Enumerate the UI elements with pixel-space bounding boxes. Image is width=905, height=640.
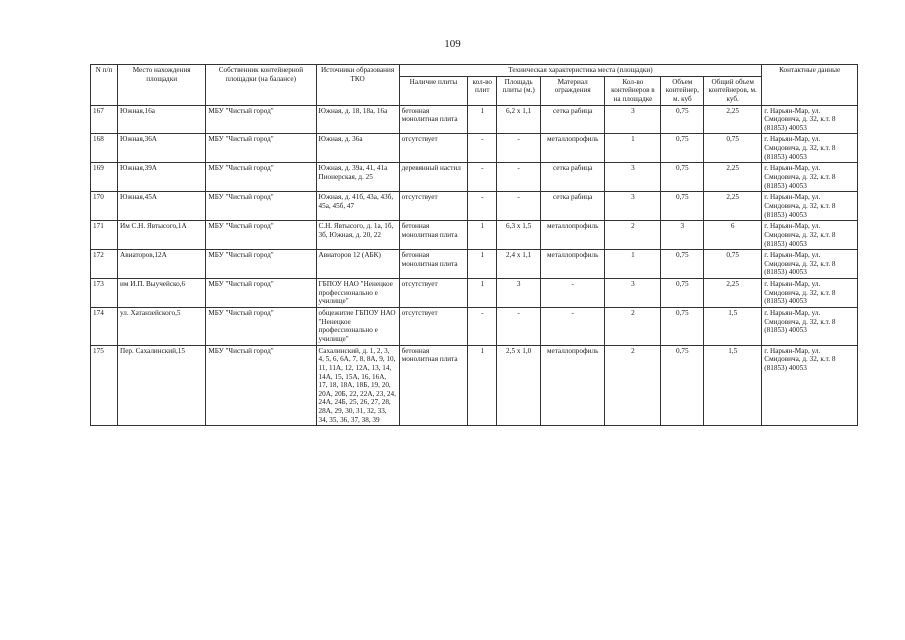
cell-fence: металлопрофиль [540,134,604,163]
cell-slab-area: 6,2 x 1,1 [497,105,541,134]
cell-contacts: г. Нарьян-Мар, ул. Смидовича, д. 32, к.т. 8 (81853) 40053 [762,221,858,250]
cell-total: 1,5 [704,345,762,426]
cell-place: им И.П. Выучейско,6 [118,279,206,308]
cell-sources: Сахалинский, д. 1, 2, 3, 4, 5, 6, 6А, 7, 8, 8А, 9, 10, 11, 11А, 12, 12А, 13, 14, 14А, 15, 15А, 16, 16А, 17, 18, 18А, 18Б, 19, 20, 20А, 20Б, 22, 22А, 23, 24, 24А, 24Б, 25, 26, 27, 28, 28А, 29, 30, 31, 32, 33, 34, 35, 36, 37, 38, 39 [316,345,399,426]
cell-sources: Авиаторов 12 (АБК) [316,250,399,279]
cell-slab: бетонная монолитная плита [399,250,468,279]
cell-sources: Южная, д. 36а [316,134,399,163]
cell-slab: отсутствует [399,308,468,346]
cell-num: 171 [91,221,118,250]
col-header-owner: Собственник контейнерной площадки (на балансе) [206,65,316,106]
cell-total: 2,25 [704,279,762,308]
table-row [91,279,858,308]
page-number: 109 [444,38,461,50]
cell-sources: Южная, д. 41б, 43а, 43б, 45а, 45б, 47 [316,192,399,221]
cell-owner: МБУ "Чистый город" [206,250,316,279]
cell-contacts: г. Нарьян-Мар, ул. Смидовича, д. 32, к.т. 8 (81853) 40053 [762,134,858,163]
cell-slab: деревянный настил [399,163,468,192]
col-header-contacts: Контактные данные [762,65,858,106]
cell-contacts: г. Нарьян-Мар, ул. Смидовича, д. 32, к.т. 8 (81853) 40053 [762,163,858,192]
cell-num: 173 [91,279,118,308]
cell-owner: МБУ "Чистый город" [206,163,316,192]
cell-slab-area: 3 [497,279,541,308]
cell-place: Им С.Н. Явтысого,1А [118,221,206,250]
cell-total: 0,75 [704,250,762,279]
cell-slab-count: - [468,163,497,192]
cell-containers: 3 [605,192,661,221]
table-row [91,105,858,134]
cell-place: ул. Хатанзейского,5 [118,308,206,346]
col-header-tech: Техническая характеристика места (площадки) [399,65,762,77]
cell-slab-area: 6,3 x 1,5 [497,221,541,250]
cell-fence: сетка рабица [540,163,604,192]
cell-containers: 3 [605,279,661,308]
cell-num: 169 [91,163,118,192]
cell-volume: 0,75 [661,279,704,308]
cell-total: 2,25 [704,192,762,221]
cell-slab-count: - [468,134,497,163]
cell-place: Южная,39А [118,163,206,192]
cell-contacts: г. Нарьян-Мар, ул. Смидовича, д. 32, к.т. 8 (81853) 40053 [762,192,858,221]
cell-volume: 3 [661,221,704,250]
cell-volume: 0,75 [661,308,704,346]
cell-slab-count: 1 [468,345,497,426]
cell-slab-area: - [497,163,541,192]
cell-place: Южная,16а [118,105,206,134]
cell-slab-area: 2,5 x 1,0 [497,345,541,426]
col-header-slab-area: Площадь плиты (м.) [497,76,541,105]
table-row [91,134,858,163]
cell-num: 172 [91,250,118,279]
cell-owner: МБУ "Чистый город" [206,279,316,308]
cell-contacts: г. Нарьян-Мар, ул. Смидовича, д. 32, к.т. 8 (81853) 40053 [762,345,858,426]
cell-sources: Южная, д. 39а, 41, 41а Пионерская, д. 25 [316,163,399,192]
cell-fence: металлопрофиль [540,345,604,426]
cell-slab: бетонная монолитная плита [399,221,468,250]
cell-owner: МБУ "Чистый город" [206,105,316,134]
cell-owner: МБУ "Чистый город" [206,345,316,426]
col-header-slab: Наличие плиты [399,76,468,105]
cell-containers: 3 [605,163,661,192]
cell-slab-count: - [468,308,497,346]
cell-sources: Южная, д. 18, 18а, 16а [316,105,399,134]
table-row [91,163,858,192]
cell-fence: металлопрофиль [540,250,604,279]
cell-volume: 0,75 [661,134,704,163]
cell-fence: - [540,308,604,346]
cell-slab: отсутствует [399,279,468,308]
table-row [91,221,858,250]
cell-total: 2,25 [704,163,762,192]
cell-volume: 0,75 [661,105,704,134]
cell-place: Авиаторов,12А [118,250,206,279]
cell-owner: МБУ "Чистый город" [206,221,316,250]
col-header-num: N п/п [91,65,118,106]
cell-slab: отсутствует [399,134,468,163]
col-header-sources: Источники образования ТКО [316,65,399,106]
cell-volume: 0,75 [661,163,704,192]
cell-containers: 2 [605,345,661,426]
cell-volume: 0,75 [661,250,704,279]
cell-sources: ГБПОУ НАО "Ненецкое профессионально е училище" [316,279,399,308]
cell-slab: отсутствует [399,192,468,221]
cell-slab-count: 1 [468,279,497,308]
cell-contacts: г. Нарьян-Мар, ул. Смидовича, д. 32, к.т. 8 (81853) 40053 [762,308,858,346]
cell-slab: бетонная монолитная плита [399,105,468,134]
cell-fence: металлопрофиль [540,221,604,250]
cell-slab-count: 1 [468,221,497,250]
col-header-place: Место нахождения площадки [118,65,206,106]
cell-slab-count: 1 [468,250,497,279]
cell-owner: МБУ "Чистый город" [206,192,316,221]
cell-num: 167 [91,105,118,134]
cell-total: 0,75 [704,134,762,163]
cell-place: Пер. Сахалинский,15 [118,345,206,426]
cell-slab-area: - [497,134,541,163]
cell-num: 170 [91,192,118,221]
cell-contacts: г. Нарьян-Мар, ул. Смидовича, д. 32, к.т. 8 (81853) 40053 [762,279,858,308]
cell-place: Южная,36А [118,134,206,163]
cell-owner: МБУ "Чистый город" [206,134,316,163]
cell-volume: 0,75 [661,345,704,426]
cell-containers: 2 [605,221,661,250]
cell-contacts: г. Нарьян-Мар, ул. Смидовича, д. 32, к.т. 8 (81853) 40053 [762,250,858,279]
table-row [91,308,858,346]
table-body [91,105,858,426]
cell-containers: 2 [605,308,661,346]
cell-slab-area: 2,4 x 1,1 [497,250,541,279]
cell-containers: 3 [605,105,661,134]
cell-contacts: г. Нарьян-Мар, ул. Смидовича, д. 32, к.т. 8 (81853) 40053 [762,105,858,134]
col-header-containers: Кол-во контейнеров в на площадке [605,76,661,105]
col-header-container-volume: Объем контейнер, м. куб [661,76,704,105]
cell-total: 1,5 [704,308,762,346]
col-header-slab-count: кол-во плит [468,76,497,105]
cell-num: 168 [91,134,118,163]
cell-slab-count: 1 [468,105,497,134]
cell-containers: 1 [605,134,661,163]
cell-volume: 0,75 [661,192,704,221]
cell-num: 174 [91,308,118,346]
cell-sources: общежитие ГБПОУ НАО "Ненецкое профессионально е училище" [316,308,399,346]
container-sites-table [90,64,858,426]
cell-slab-area: - [497,192,541,221]
cell-fence: - [540,279,604,308]
col-header-fence: Материал ограждения [540,76,604,105]
cell-slab-count: - [468,192,497,221]
cell-num: 175 [91,345,118,426]
cell-total: 6 [704,221,762,250]
header-row-top [91,65,858,77]
cell-fence: сетка рабица [540,192,604,221]
col-header-total-volume: Общий объем контейнеров, м. куб. [704,76,762,105]
cell-slab: бетонная монолитная плита [399,345,468,426]
table-row [91,250,858,279]
cell-sources: С.Н. Явтысого, д. 1а, 1б, 3б, Южная, д. 20, 22 [316,221,399,250]
cell-total: 2,25 [704,105,762,134]
cell-place: Южная,45А [118,192,206,221]
cell-slab-area: - [497,308,541,346]
cell-owner: МБУ "Чистый город" [206,308,316,346]
table-row [91,345,858,426]
cell-containers: 1 [605,250,661,279]
cell-fence: сетка рабица [540,105,604,134]
table-row [91,192,858,221]
